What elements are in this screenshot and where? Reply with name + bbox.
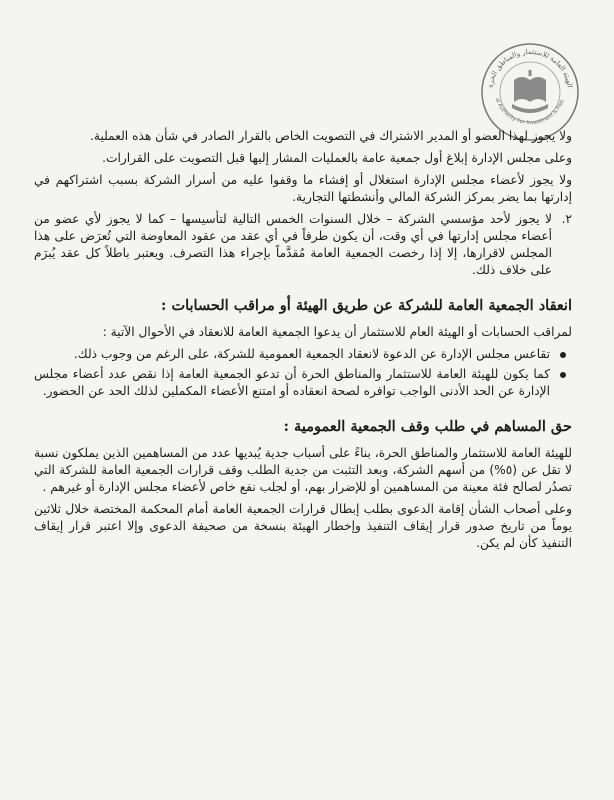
paragraph: ولا يجوز لأعضاء مجلس الإدارة استغلال أو إفشاء ما وقفوا عليه من أسرار الشركة بسبب اشتراكهم في إدارتها بما يضر بمركز الشركة المالي وأنشطتها التجارية. xyxy=(34,173,572,204)
list-item: كما يكون للهيئة العامة للاستثمار والمناطق الحرة أن تدعو الجمعية العامة إذا نقص عدد أعضاء مجلس الإدارة عن الحد الأدنى الواجب توافره لصحة انعقاده أو امتنع الأعضاء المكملين لذلك الحد عن الحضور. xyxy=(34,367,550,398)
svg-text:General Authority For Investme: al Authority For Investment & Free xyxy=(493,97,566,127)
list-item: تقاعس مجلس الإدارة عن الدعوة لانعقاد الجمعية العمومية للشركة، على الرغم من وجوب ذلك. xyxy=(34,346,550,363)
bullet-list xyxy=(34,346,572,400)
document-body xyxy=(34,128,572,557)
paragraph: وعلى أصحاب الشأن إقامة الدعوى بطلب إبطال قرارات الجمعية العامة أمام المحكمة المختصة خلال ثلاثين يوماً من تاريخ صدور قرار إيقاف التنفيذ وإخطار الهيئة بنسخة من صحيفة الدعوى وإلا اعتبر قرار إيقاف التنفيذ كأن لم يكن. xyxy=(34,502,572,550)
item-number: ٢. xyxy=(561,212,572,226)
section-heading: انعقاد الجمعية العامة للشركة عن طريق الهيئة أو مراقب الحسابات : xyxy=(161,297,572,314)
svg-text:الهيئة العامة للاستثمار والمنا: الهيئة العامة للاستثمار والمناطق الحرة xyxy=(486,47,574,89)
item-text: لا يجوز لأحد مؤسسي الشركة – خلال السنوات الخمس التالية لتأسيسها – كما لا يجوز لأي عضو من أعضاء مجلس إدارتها في أي وقت، أن يكون طرفاً في أي عقد من عقود المعاوضة التي تُعرَض على هذا المجلس لاقرارها، إلا إذا رخصت الجمعية العامة مُقدَّماً بإجراء هذا التصرف. ويعتبر باطلاً كل عقد يُبرَم على خلاف ذلك. xyxy=(34,212,552,277)
paragraph: للهيئة العامة للاستثمار والمناطق الحرة، بناءً على أسباب جدية يُبديها عدد من المساهمين الذين يملكون نسبة لا تقل عن (٥%) من أسهم الشركة، وبعد التثبت من جدية الطلب وقف قرارات الجمعية العامة للشركة التي تصدُر لصالح فئة معينة من المساهمين أو للإضرار بهم، أو لجلب نفع خاص لأعضاء مجلس الإدارة أو غيرهم . xyxy=(34,446,572,494)
section-intro: لمراقب الحسابات أو الهيئة العام للاستثمار أن يدعوا الجمعية العامة للانعقاد في الأحوال الآتية : xyxy=(102,325,572,339)
paragraph: ولا يجوز لهذا العضو أو المدير الاشتراك في التصويت الخاص بالقرار الصادر في شأن هذه العملية. xyxy=(90,129,572,143)
paragraph: وعلى مجلس الإدارة إبلاغ أول جمعية عامة بالعمليات المشار إليها قبل التصويت على القرارات. xyxy=(102,151,572,165)
numbered-item xyxy=(34,211,572,279)
section-heading: حق المساهم في طلب وقف الجمعية العمومية : xyxy=(283,418,572,435)
